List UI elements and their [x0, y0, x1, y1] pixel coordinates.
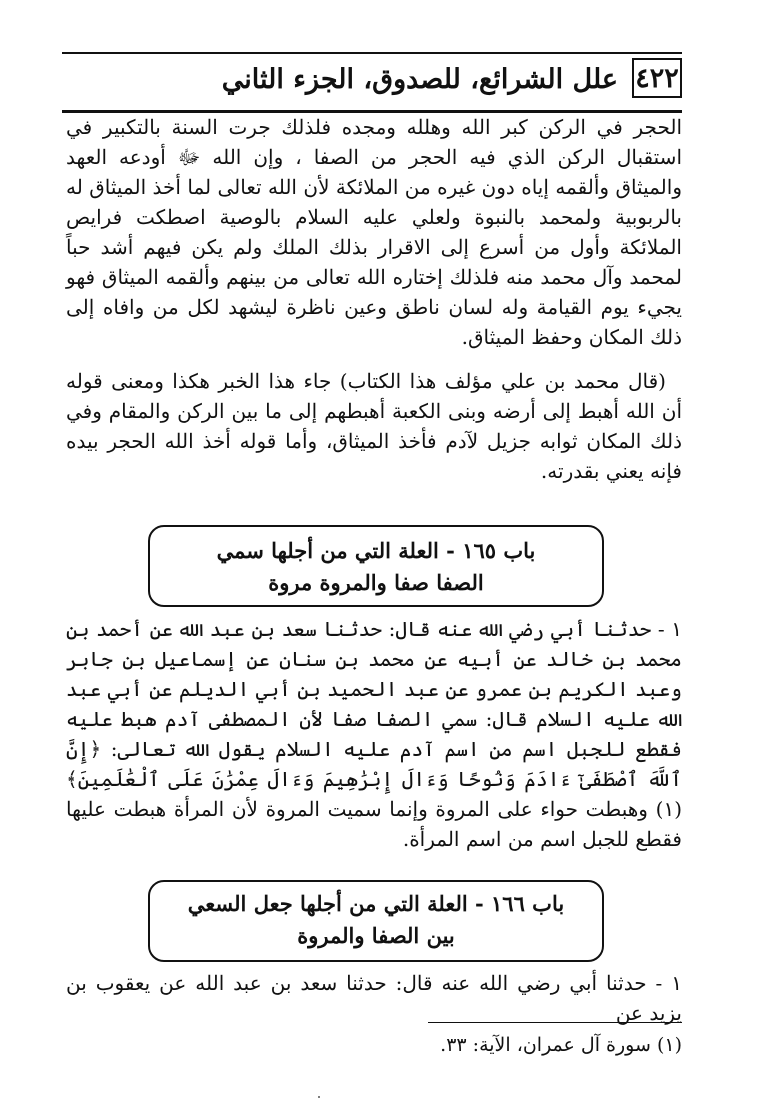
scan-speck	[318, 1096, 320, 1098]
chapter-165-heading-box	[148, 525, 604, 607]
chapter-166-heading-line-2: بين الصفا والمروة	[297, 923, 455, 948]
chapter-165-heading-line-2: الصفا صفا والمروة مروة	[268, 570, 484, 595]
chapter-165-text: ١ - حدثنا أبي رضي الله عنه قال: حدثنا سعد بن عبد الله عن أحمد بن محمد بن خالد عن أبيه عن محمد بن سنان عن إسماعيل بن جابر وعبد الكريم بن عمرو عن عبد الحميد بن أبي الديلم عن أبي عبد الله عليه السلام قال: سمي الصفا صفا لأن المصطفى آدم هبط عليه فقطع للجبل اسم من اسم آدم عليه السلام يقول الله تعالى: ﴿إِنَّ ٱللَّهَ ٱصْطَفَىٰٓ ءَادَمَ وَنُوحًا وَءَالَ إِبْرَٰهِيمَ وَءَالَ عِمْرَٰنَ عَلَى ٱلْعَٰلَمِينَ﴾ (١) وهبطت حواء على المروة وإنما سميت المروة لأن المرأة هبطت عليها فقطع للجبل اسم من اسم المرأة.	[66, 617, 682, 851]
page-number: ٤٢٢	[632, 58, 682, 98]
footnote-divider	[428, 1022, 682, 1023]
body-paragraph-2: (قال محمد بن علي مؤلف هذا الكتاب) جاء هذا الخبر هكذا ومعنى قوله أن الله أهبط إلى أرضه وبنى الكعبة أهبطهم إلى ما بين الركن والمقام وفي ذلك المكان ثوابه جزيل لآدم فأخذ الميثاق، وأما قوله أخذ الله الحجر بيده فإنه يعني بقدرته.	[66, 369, 682, 483]
chapter-166-heading-line-1: باب ١٦٦ - العلة التي من أجلها جعل السعي	[187, 891, 565, 916]
chapter-165-heading-line-1: باب ١٦٥ - العلة التي من أجلها سمي	[216, 538, 536, 563]
body-paragraph-1: الحجر في الركن كبر الله وهلله ومجده فلذلك جرت السنة بالتكبير في استقبال الركن الذي فيه الحجر من الصفا ، وإن الله ﷻ أودعه العهد والميثاق وألقمه إياه دون غيره من الملائكة لأن الله تعالى لما أخذ الميثاق له بالربوبية ولمحمد بالنبوة ولعلي عليه السلام بالوصية اصطكت فرايص الملائكة وأول من أسرع إلى الاقرار بذلك الملك ولم يكن فيهم أشد حباً لمحمد وآل محمد منه فلذلك إختاره الله تعالى من بينهم وألقمه الميثاق فهو يجيء يوم القيامة وله لسان ناطق وعين ناظرة ليشهد لكل من وافاه إلى ذلك المكان وحفظ الميثاق.	[66, 115, 682, 349]
chapter-166-text: ١ - حدثنا أبي رضي الله عنه قال: حدثنا سعد بن عبد الله عن يعقوب بن يزيد عن	[66, 971, 682, 1025]
footnote: (١) سورة آل عمران، الآية: ٣٣.	[440, 1034, 682, 1056]
page-header	[62, 52, 682, 113]
running-title: علل الشرائع، للصدوق، الجزء الثاني	[221, 64, 618, 95]
chapter-166-heading-box	[148, 880, 604, 962]
